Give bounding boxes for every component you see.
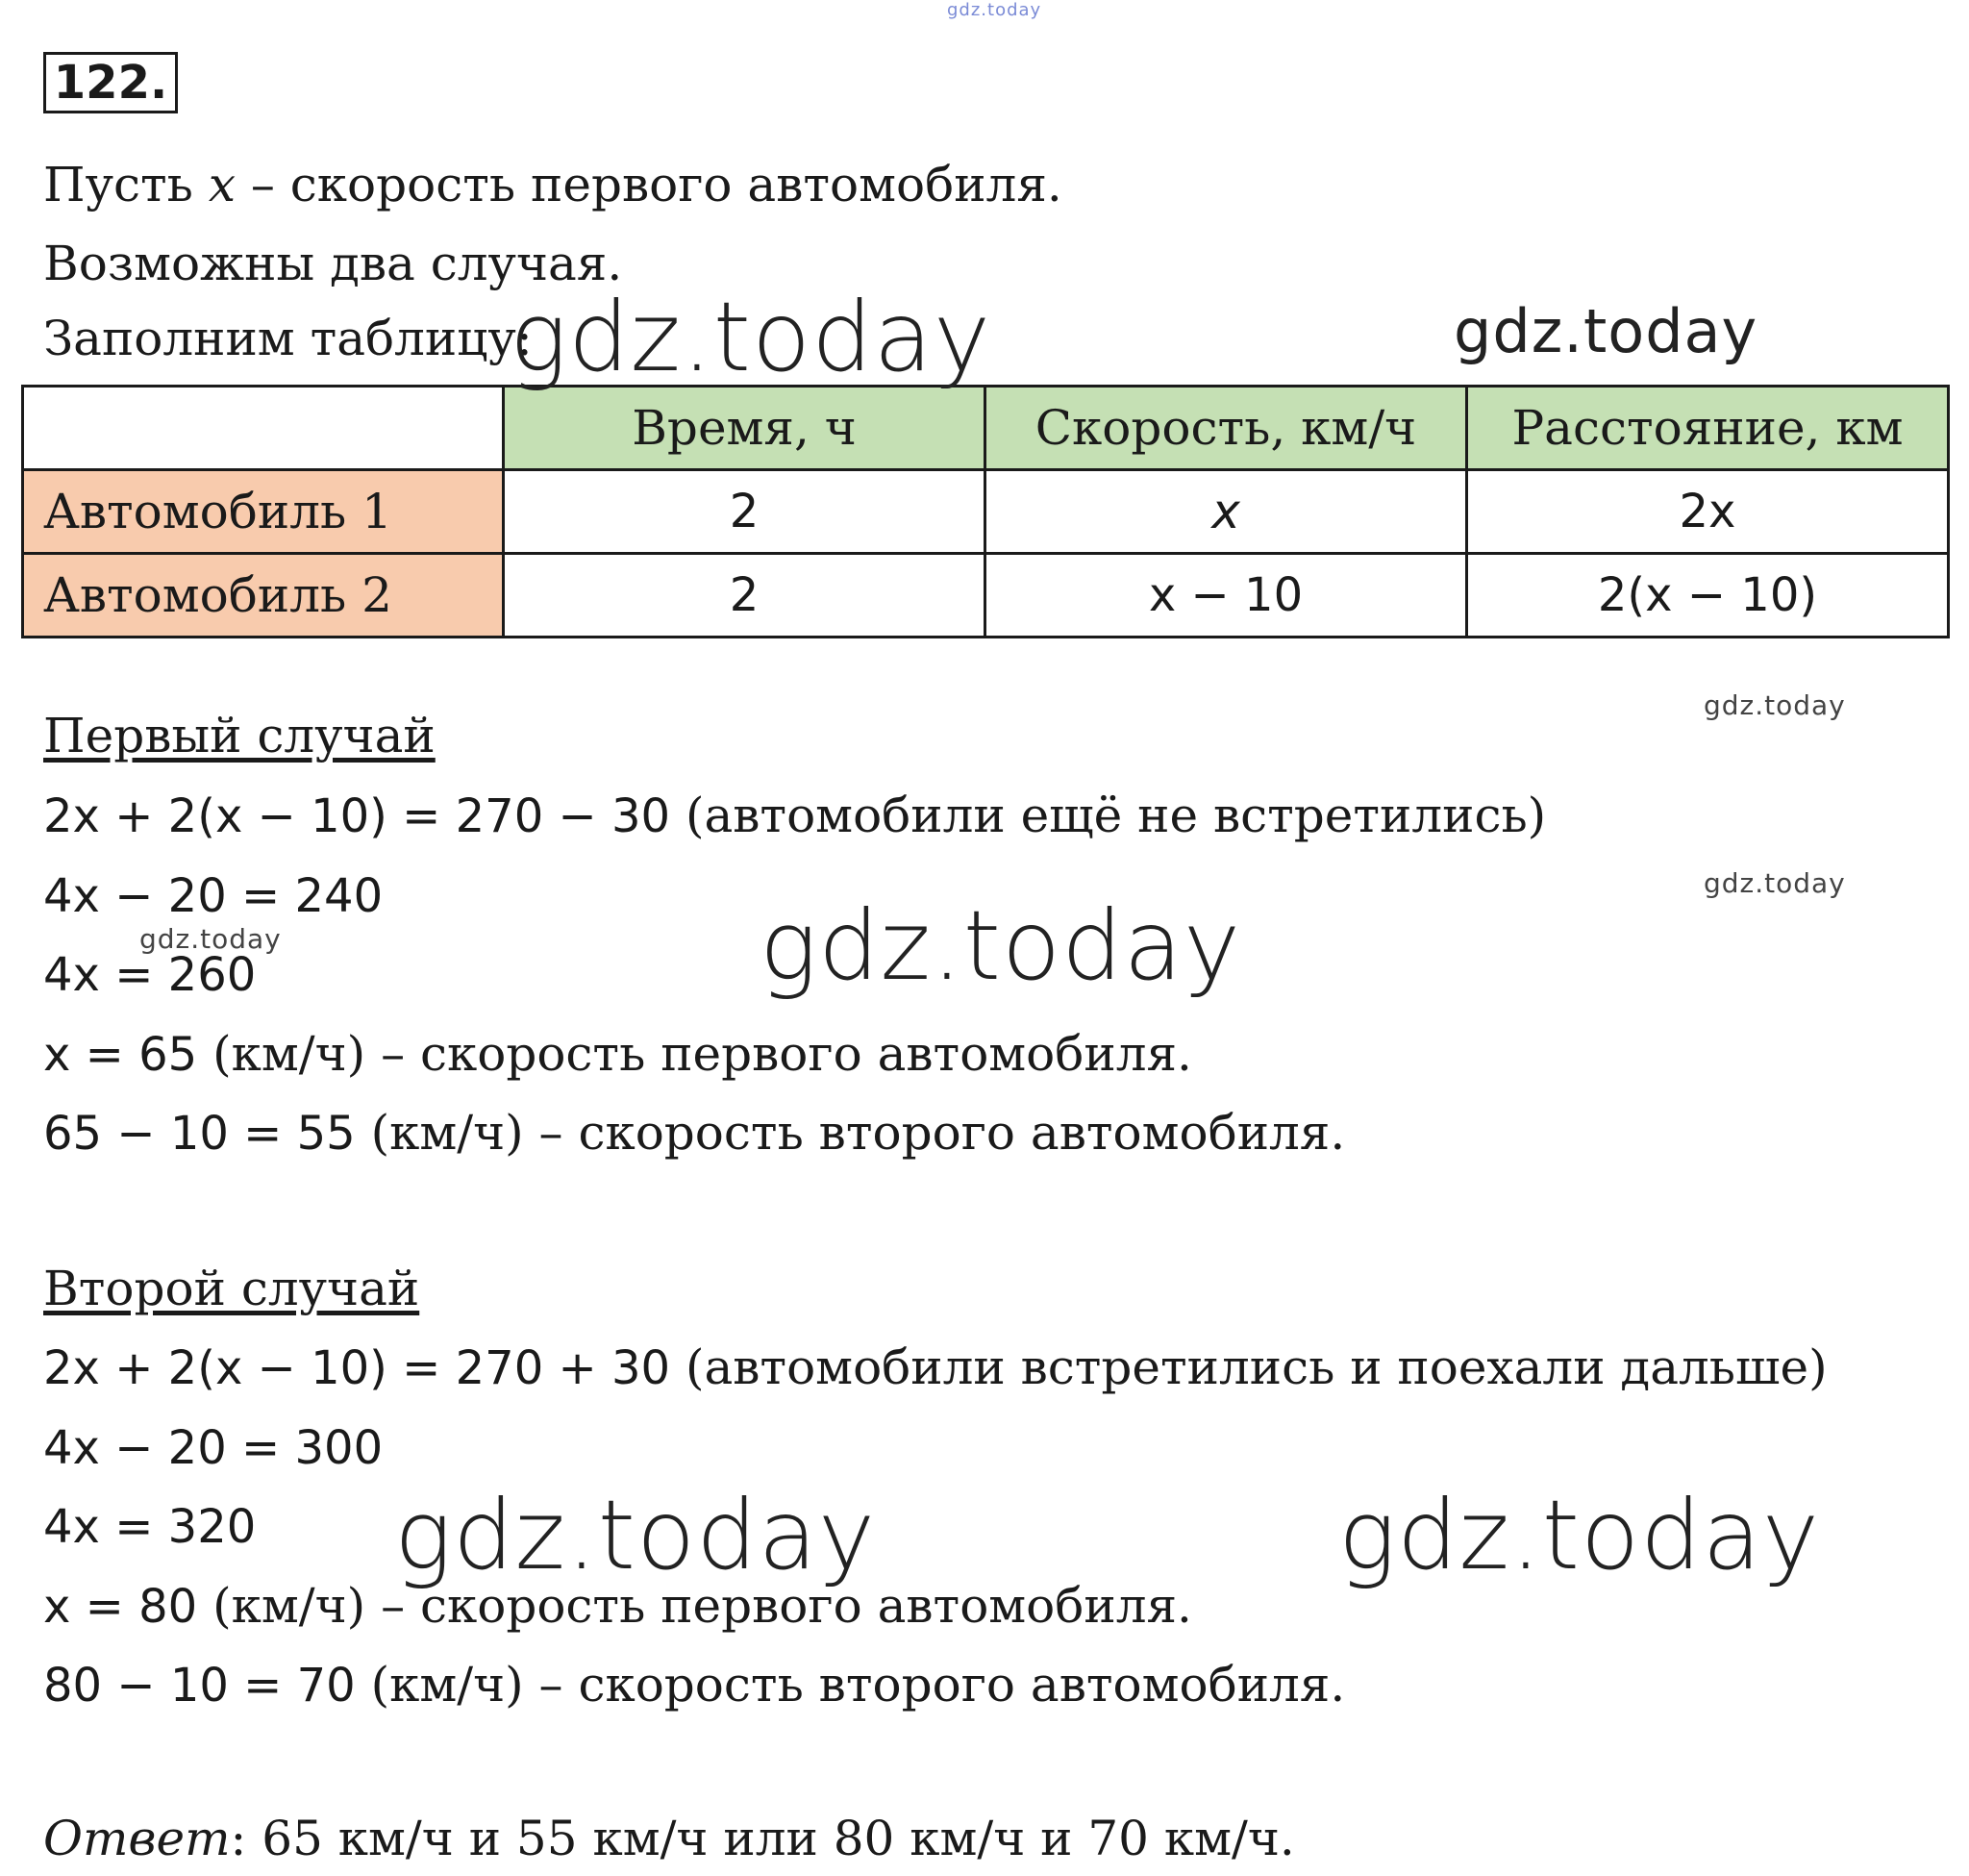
watermark-text: gdz.today [1704, 867, 1846, 899]
cell-distance-car-2: 2(x − 10) [1467, 554, 1949, 638]
cell-time-car-1: 2 [504, 470, 985, 554]
intro-line-1 [43, 156, 1062, 213]
case-1-equation-3: 4x = 260 [43, 948, 257, 1002]
row-label-car-1: Автомобиль 1 [23, 470, 504, 554]
case-1-equation-4-math: x = 65 [43, 1028, 198, 1082]
intro-line-1-prefix: Пусть [43, 157, 209, 213]
case-1-equation-4 [43, 1025, 1192, 1084]
table-row [23, 554, 1949, 638]
case-2-heading: Второй случай [43, 1261, 420, 1316]
intro-variable: x [208, 157, 237, 213]
watermark-text: gdz.today [760, 889, 1242, 1002]
intro-line-1-suffix: – скорость первого автомобиля. [236, 157, 1062, 213]
table-row [23, 470, 1949, 554]
header-speed: Скорость, км/ч [985, 387, 1467, 470]
case-2-equation-5-note: (км/ч) – скорость второго автомобиля. [355, 1657, 1346, 1713]
case-2-equation-5 [43, 1656, 1345, 1714]
case-1-equation-5-math: 65 − 10 = 55 [43, 1107, 356, 1161]
row-label-car-2: Автомобиль 2 [23, 554, 504, 638]
case-1-equation-5 [43, 1104, 1345, 1163]
watermark-text: gdz.today [1454, 296, 1758, 366]
motion-table [21, 385, 1950, 638]
answer-line [43, 1810, 1295, 1867]
case-2-equation-2: 4x − 20 = 300 [43, 1421, 384, 1475]
case-1-equation-4-note: (км/ч) – скорость первого автомобиля. [197, 1026, 1192, 1082]
watermark-text: gdz.today [947, 0, 1042, 20]
header-time: Время, ч [504, 387, 985, 470]
case-2-equation-3: 4x = 320 [43, 1500, 257, 1554]
case-2-equation-1 [43, 1338, 1828, 1397]
case-1-equation-2: 4x − 20 = 240 [43, 869, 384, 923]
case-1-equation-1-math: 2x + 2(x − 10) = 270 − 30 [43, 789, 671, 843]
cell-speed-car-1: x [985, 470, 1467, 554]
answer-label: Ответ [43, 1811, 231, 1866]
case-1-equation-1 [43, 787, 1546, 845]
problem-number: 122. [43, 52, 178, 113]
watermark-text: gdz.today [1338, 1479, 1821, 1591]
cell-distance-car-1: 2x [1467, 470, 1949, 554]
watermark-text: gdz.today [1704, 689, 1846, 721]
answer-text: : 65 км/ч и 55 км/ч или 80 км/ч и 70 км/ч. [230, 1811, 1295, 1866]
header-distance: Расстояние, км [1467, 387, 1949, 470]
case-1-heading: Первый случай [43, 708, 436, 763]
watermark-text: gdz.today [394, 1479, 877, 1591]
intro-line-3: Заполним таблицу: [43, 311, 533, 366]
table-corner-cell [23, 387, 504, 470]
case-2-equation-4-note: (км/ч) – скорость первого автомобиля. [197, 1578, 1192, 1634]
case-1-equation-1-note: (автомобили ещё не встретились) [670, 788, 1547, 843]
case-2-equation-1-note: (автомобили встретились и поехали дальше) [670, 1339, 1828, 1395]
watermark-text: gdz.today [139, 923, 282, 955]
table-header-row [23, 387, 1949, 470]
cell-speed-car-2: x − 10 [985, 554, 1467, 638]
case-2-equation-1-math: 2x + 2(x − 10) = 270 + 30 [43, 1341, 671, 1395]
intro-line-2: Возможны два случая. [43, 236, 623, 291]
case-2-equation-4-math: x = 80 [43, 1580, 198, 1634]
watermark-text: gdz.today [510, 281, 992, 393]
case-2-equation-5-math: 80 − 10 = 70 [43, 1659, 356, 1713]
case-1-equation-5-note: (км/ч) – скорость второго автомобиля. [355, 1105, 1346, 1161]
cell-time-car-2: 2 [504, 554, 985, 638]
